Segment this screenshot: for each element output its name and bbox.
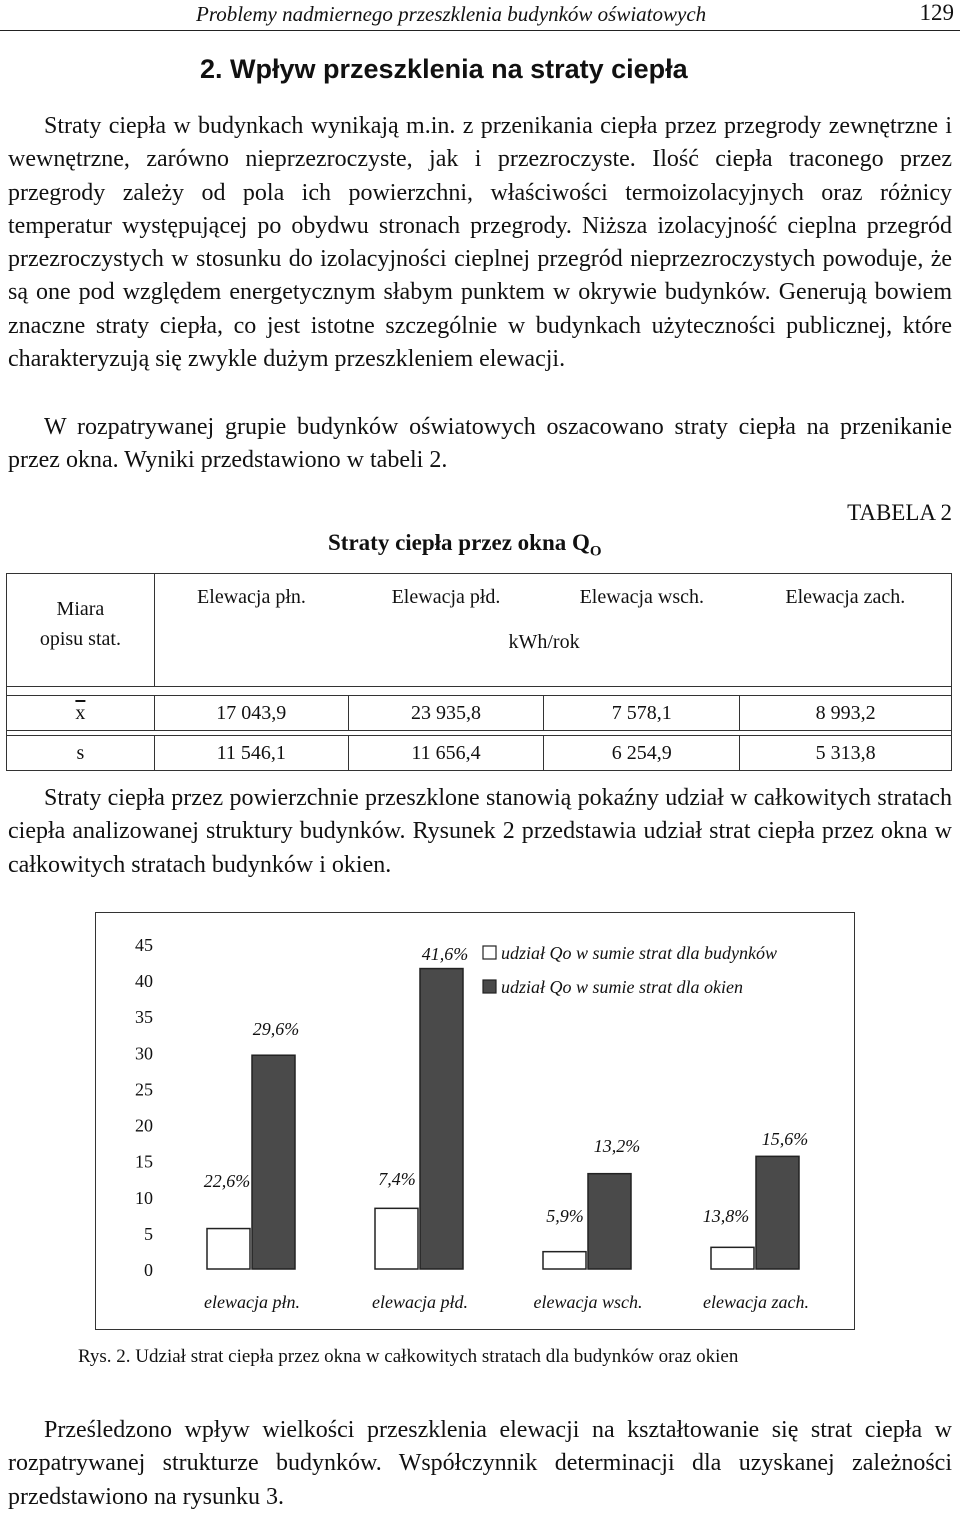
stub-header-line2: opisu stat.	[39, 628, 121, 650]
bar-window-share	[756, 1156, 799, 1269]
x-tick-label: elewacja płn.	[204, 1292, 300, 1312]
y-tick-label: 40	[135, 971, 153, 992]
data-label: 13,2%	[593, 1136, 641, 1156]
row-label: s	[7, 736, 155, 771]
y-tick-label: 5	[144, 1223, 153, 1244]
cell: 7 578,1	[544, 696, 740, 731]
bar-chart	[95, 912, 855, 1330]
data-label: 7,4%	[378, 1169, 416, 1189]
running-title: Problemy nadmiernego przeszklenia budynków oświatowych	[196, 2, 707, 26]
legend-swatch	[483, 946, 496, 959]
bar-building-share	[711, 1247, 754, 1269]
row-label: $\overline{x}$	[7, 696, 155, 731]
x-tick-label: elewacja płd.	[372, 1292, 468, 1312]
data-label: 15,6%	[761, 1129, 809, 1149]
stats-table	[6, 573, 952, 771]
data-label: 22,6%	[203, 1171, 251, 1191]
y-tick-label: 25	[135, 1079, 153, 1100]
section-title: 2. Wpływ przeszklenia na straty ciepła	[200, 54, 688, 84]
table-label: TABELA 2	[847, 500, 952, 525]
figure-caption: Rys. 2. Udział strat ciepła przez okna w całkowitych stratach dla budynków oraz okien	[78, 1346, 739, 1367]
legend-swatch	[483, 980, 496, 993]
data-label: 41,6%	[421, 944, 469, 964]
cell: 6 254,9	[544, 736, 740, 771]
y-tick-label: 45	[135, 935, 153, 955]
column-header: Elewacja wsch.	[544, 574, 740, 686]
bar-window-share	[252, 1055, 295, 1269]
stub-header-line1: Miara	[56, 598, 105, 620]
legend-label: udział Qo w sumie strat dla okien	[501, 977, 743, 997]
column-header: Elewacja płn.	[154, 574, 348, 686]
bar-window-share	[420, 969, 463, 1269]
stub-header	[7, 574, 155, 687]
bar-building-share	[207, 1229, 250, 1269]
bar-window-share	[588, 1174, 631, 1269]
y-tick-label: 20	[135, 1115, 153, 1136]
running-header	[0, 0, 960, 31]
paragraph-1: Straty ciepła w budynkach wynikają m.in. z przenikania ciepła przez przegrody zewnętrzne i wewnętrzne, zarówno nieprzezroczyste, jak i przezroczyste. Ilość ciepła traconego przez przegrody zależy od pola ich powierzchni, właściwości termoizolacyjnych oraz różnicy temperatur występującej po obydwu stronach przegrody. Niższa izolacyjność cieplna przegród przezroczystych w stosunku do izolacyjności cieplnej przegród nieprzezroczystych powoduje, że są one pod względem energetycznym słabym punktem w okrywie budynków. Generują bowiem znaczne straty ciepła, co jest istotne szczególnie w budynkach użyteczności publicznej, które charakteryzują się zwykle dużym przeszkleniem elewacji.	[8, 113, 952, 373]
x-tick-label: elewacja wsch.	[533, 1292, 643, 1312]
cell: 23 935,8	[348, 696, 544, 731]
paragraph-4: Prześledzono wpływ wielkości przeszklenia elewacji na kształtowanie się strat ciepła w rozpatrywanej strukturze budynków. Współczynnik determinacji dla uzyskanej zależności przedstawiono na rysunku 3.	[8, 1417, 952, 1510]
x-tick-label: elewacja zach.	[703, 1292, 809, 1312]
cell: 17 043,9	[154, 696, 348, 731]
paragraph-2: W rozpatrywanej grupie budynków oświatowych oszacowano straty ciepła na przenikanie przez okna. Wyniki przedstawiono w tabeli 2.	[8, 414, 952, 474]
unit-label: kWh/rok	[508, 631, 580, 653]
cell: 11 656,4	[348, 736, 544, 771]
table-row	[7, 736, 952, 771]
y-tick-label: 0	[144, 1260, 153, 1280]
data-label: 5,9%	[546, 1206, 584, 1226]
table-title-subscript: O	[589, 543, 602, 560]
paragraph-3: Straty ciepła przez powierzchnie przeszklone stanowią pokaźny udział w całkowitych stratach ciepła analizowanej struktury budynków. Rysunek 2 przedstawia udział strat ciepła przez okna w całkowitych stratach budynków i okien.	[8, 785, 952, 878]
y-tick-label: 10	[135, 1187, 153, 1208]
y-tick-label: 35	[135, 1007, 153, 1028]
data-label: 29,6%	[252, 1019, 300, 1039]
legend-label: udział Qo w sumie strat dla budynków	[501, 943, 778, 963]
page-number: 129	[919, 0, 954, 25]
y-tick-label: 15	[135, 1151, 153, 1172]
table-title-text: Straty ciepła przez okna Q	[328, 530, 590, 555]
cell: 5 313,8	[740, 736, 952, 771]
table-title	[328, 530, 602, 561]
column-header: Elewacja płd. kWh/rok	[348, 574, 544, 686]
cell: 11 546,1	[154, 736, 348, 771]
data-label: 13,8%	[702, 1206, 750, 1226]
column-header: Elewacja zach.	[740, 574, 952, 686]
y-tick-label: 30	[135, 1043, 153, 1064]
bar-building-share	[375, 1208, 418, 1269]
table-row	[7, 696, 952, 731]
cell: 8 993,2	[740, 696, 952, 731]
bar-building-share	[543, 1252, 586, 1269]
